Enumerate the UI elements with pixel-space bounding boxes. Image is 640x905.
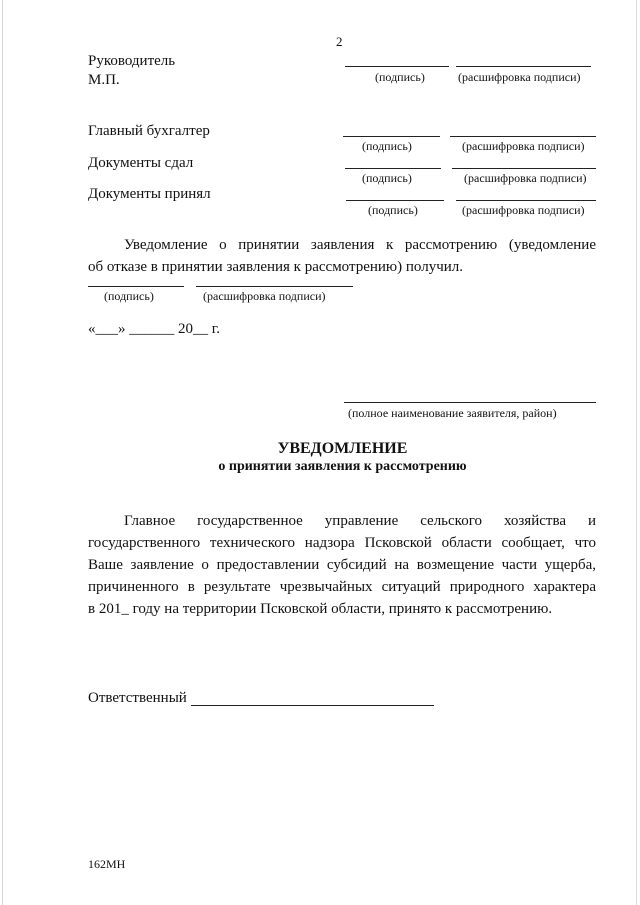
date-line	[88, 321, 220, 338]
applicant-name-line	[344, 402, 596, 403]
received-decode-caption: (расшифровка подписи)	[462, 203, 585, 217]
responsible-label: Ответственный	[88, 690, 187, 706]
notice-received-paragraph	[88, 234, 596, 278]
director-signature-caption: (подпись)	[375, 70, 425, 84]
notice-body-line-4: причиненного в результате чрезвычайных ситуаций природного характера	[88, 579, 596, 595]
docs-handed-label: Документы сдал	[88, 155, 194, 171]
accountant-signature-caption: (подпись)	[362, 139, 412, 153]
director-signature-line	[345, 66, 449, 67]
seal-label: М.П.	[88, 72, 120, 88]
accountant-decode-caption: (расшифровка подписи)	[462, 139, 585, 153]
applicant-caption: (полное наименование заявителя, район)	[348, 406, 557, 420]
docs-received-label: Документы принял	[88, 186, 211, 202]
page-number: 2	[336, 34, 343, 49]
received-signature-line	[346, 200, 444, 201]
date-year-prefix: 20	[178, 321, 193, 337]
date-blank-year: __	[193, 321, 208, 337]
accountant-decode-line	[450, 136, 596, 137]
notice-body-line-2: государственного технического надзора Псковской области сообщает, что	[88, 535, 596, 551]
date-close-quote: »	[118, 321, 126, 337]
date-year-suffix: г.	[211, 321, 220, 337]
notice-body-line-5: в 201_ году на территории Псковской области, принято к рассмотрению.	[88, 601, 553, 617]
notice-title: УВЕДОМЛЕНИЕ	[277, 440, 408, 457]
date-blank-day: ___	[95, 321, 118, 337]
notice-body	[88, 510, 596, 620]
notice-body-line-3: Ваше заявление о предоставлении субсидий на возмещение части ущерба,	[88, 557, 596, 573]
notice-subtitle: о принятии заявления к рассмотрению	[218, 459, 467, 474]
received-signature-caption: (подпись)	[368, 203, 418, 217]
director-decode-caption: (расшифровка подписи)	[458, 70, 581, 84]
receiver-decode-line	[196, 286, 353, 287]
notice-body-line-1: Главное государственное управление сельского хозяйства и	[124, 513, 596, 529]
receiver-decode-caption: (расшифровка подписи)	[203, 289, 326, 303]
handed-decode-line	[452, 168, 596, 169]
chief-accountant-label: Главный бухгалтер	[88, 123, 210, 139]
responsible-line	[191, 705, 434, 706]
notice-received-line-1: Уведомление о принятии заявления к рассмотрению (уведомление	[124, 237, 596, 253]
handed-signature-line	[345, 168, 441, 169]
footer-code: 162МН	[88, 857, 126, 871]
handed-signature-caption: (подпись)	[362, 171, 412, 185]
receiver-signature-line	[88, 286, 184, 287]
date-open-quote: «	[88, 321, 96, 337]
received-decode-line	[456, 200, 596, 201]
notice-received-line-2: об отказе в принятии заявления к рассмотрению) получил.	[88, 259, 464, 275]
director-label: Руководитель	[88, 53, 176, 69]
director-decode-line	[456, 66, 591, 67]
handed-decode-caption: (расшифровка подписи)	[464, 171, 587, 185]
receiver-signature-caption: (подпись)	[104, 289, 154, 303]
accountant-signature-line	[343, 136, 440, 137]
date-blank-month: ______	[129, 321, 175, 337]
